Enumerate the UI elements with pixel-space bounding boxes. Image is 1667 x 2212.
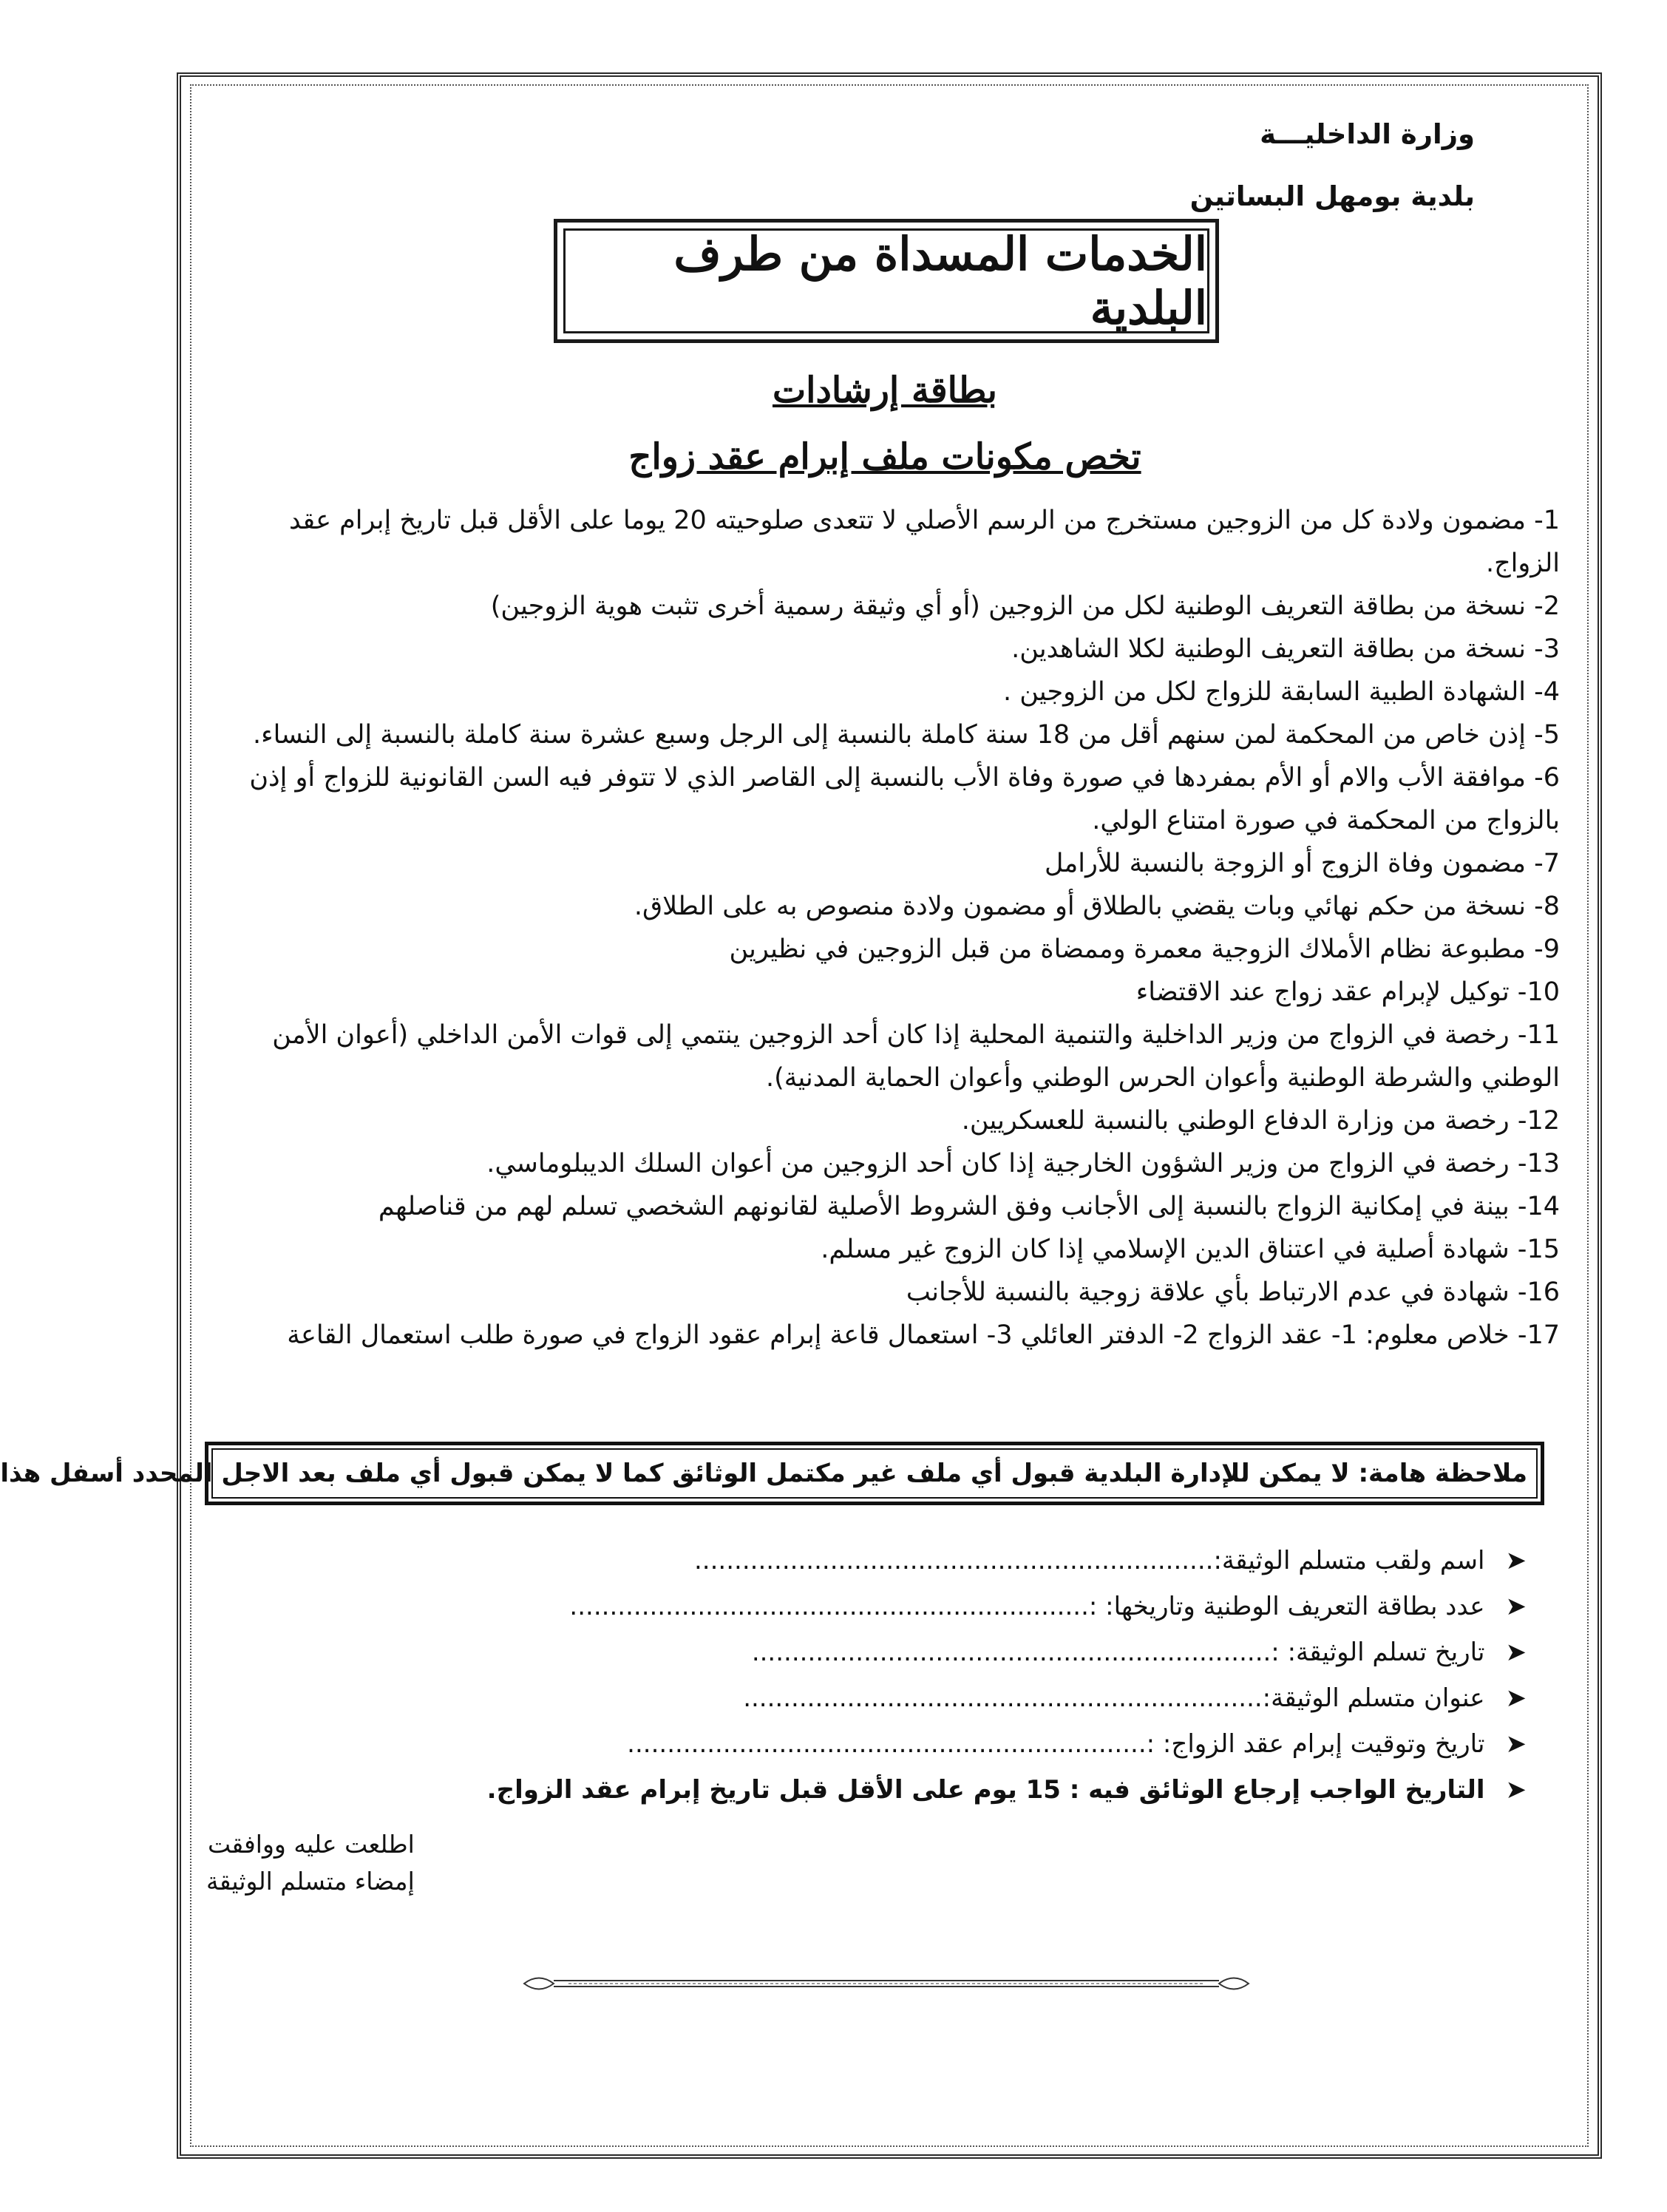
- card-subtitle: بطاقة إرشادات: [772, 370, 997, 411]
- signature-block: [206, 1826, 415, 1900]
- list-item: 9- مطبوعة نظام الأملاك الزوجية معمرة وممضاة من قبل الزوجين في نظيرين: [729, 934, 1560, 964]
- arrow-icon: ➤: [1505, 1546, 1527, 1575]
- list-item: 1- مضمون ولادة كل من الزوجين مستخرج من الرسم الأصلي لا تتعدى صلوحيته 20 يوما على الأقل قبل تاريخ إبرام عقد الزواج.: [289, 506, 1560, 578]
- title-frame: [563, 228, 1209, 333]
- arrow-icon: ➤: [1505, 1638, 1527, 1667]
- list-item: 2- نسخة من بطاقة التعريف الوطنية لكل من الزوجين (أو أي وثيقة رسمية أخرى تثبت هوية الزوجين): [490, 591, 1560, 621]
- list-item: 6- موافقة الأب والام أو الأم بمفردها في صورة وفاة الأب بالنسبة إلى القاصر الذي لا تتوفر فيه السن القانونية للزواج أو إذن بالزواج من المحكمة في صورة امتناع الولي.: [249, 763, 1560, 835]
- list-item: 17- خلاص معلوم: 1- عقد الزواج 2- الدفتر العائلي 3- استعمال قاعة إبرام عقود الزواج في صورة طلب استعمال القاعة: [287, 1320, 1560, 1350]
- signature-consent: اطلعت عليه ووافقت: [207, 1830, 415, 1859]
- list-item: 15- شهادة أصلية في اعتناق الدين الإسلامي إذا كان الزوج غير مسلم.: [821, 1235, 1560, 1264]
- form-field-address[interactable]: [270, 1675, 1527, 1721]
- file-subtitle: تخص مكونات ملف إبرام عقد زواج: [628, 436, 1141, 478]
- arrow-icon: ➤: [1505, 1775, 1527, 1805]
- field-label: تاريخ تسلم الوثيقة: :.................................................................: [751, 1638, 1485, 1667]
- form-field-name[interactable]: [270, 1538, 1527, 1584]
- title-box: [554, 219, 1219, 343]
- list-item: 10- توكيل لإبرام عقد زواج عند الاقتضاء: [1135, 977, 1560, 1007]
- signature-label: إمضاء متسلم الوثيقة: [206, 1867, 415, 1896]
- field-label: اسم ولقب متسلم الوثيقة:.................................................................: [693, 1546, 1485, 1575]
- list-item: 7- مضمون وفاة الزوج أو الزوجة بالنسبة للأرامل: [1045, 849, 1560, 878]
- list-item: 16- شهادة في عدم الارتباط بأي علاقة زوجية بالنسبة للأجانب: [906, 1278, 1560, 1307]
- arrow-icon: ➤: [1505, 1683, 1527, 1713]
- ministry-name: وزارة الداخليـــة: [1260, 118, 1475, 150]
- arrow-icon: ➤: [1505, 1729, 1527, 1759]
- important-note-box: [0, 1442, 1544, 1505]
- list-item: 13- رخصة في الزواج من وزير الشؤون الخارجية إذا كان أحد الزوجين من أعوان السلك الديبلوماسي.: [486, 1149, 1560, 1178]
- field-label: التاريخ الواجب إرجاع الوثائق فيه : 15 يوم على الأقل قبل تاريخ إبرام عقد الزواج.: [486, 1775, 1485, 1805]
- recipient-form: [270, 1538, 1527, 1813]
- page-title: الخدمات المسداة من طرف البلدية: [673, 227, 1207, 335]
- field-label: تاريخ وتوقيت إبرام عقد الزواج: :.................................................................: [627, 1729, 1485, 1759]
- form-field-id-card[interactable]: [270, 1584, 1527, 1629]
- list-item: 14- بينة في إمكانية الزواج بالنسبة إلى الأجانب وفق الشروط الأصلية لقانونهم الشخصي تسلم لهم من قناصلهم: [378, 1192, 1560, 1221]
- field-label: عدد بطاقة التعريف الوطنية وتاريخها: :.................................................................: [569, 1592, 1485, 1621]
- required-documents-list: [207, 499, 1560, 1357]
- list-item: 8- نسخة من حكم نهائي وبات يقضي بالطلاق أو مضمون ولادة منصوص به على الطلاق.: [634, 892, 1560, 921]
- municipality-name: بلدية بومهل البساتين: [1189, 180, 1475, 212]
- arrow-icon: ➤: [1505, 1592, 1527, 1621]
- form-field-marriage-date[interactable]: [270, 1721, 1527, 1767]
- important-note: ملاحظة هامة: لا يمكن للإدارة البلدية قبول أي ملف غير مكتمل الوثائق كما لا يمكن قبول أي ملف بعد الاجل المحدد أسفل هذا: [211, 1448, 1538, 1499]
- list-item: 4- الشهادة الطبية السابقة للزواج لكل من الزوجين .: [1003, 677, 1560, 707]
- list-item: 5- إذن خاص من المحكمة لمن سنهم أقل من 18 سنة كاملة بالنسبة إلى الرجل وسبع عشرة سنة كاملة بالنسبة إلى النساء.: [253, 720, 1560, 750]
- list-item: 12- رخصة من وزارة الدفاع الوطني بالنسبة للعسكريين.: [961, 1106, 1560, 1136]
- list-item: 3- نسخة من بطاقة التعريف الوطنية لكلا الشاهدين.: [1011, 634, 1560, 664]
- list-item: 11- رخصة في الزواج من وزير الداخلية والتنمية المحلية إذا كان أحد الزوجين ينتمي إلى قوات الأمن الداخلي (أعوان الأمن الوطني والشرطة الوطنية وأعوان الحرس الوطني وأعوان الحماية المدنية).: [272, 1020, 1560, 1093]
- field-label: عنوان متسلم الوثيقة:.................................................................: [743, 1683, 1485, 1713]
- form-field-receipt-date[interactable]: [270, 1629, 1527, 1675]
- form-field-return-deadline: [270, 1767, 1527, 1813]
- ornament-divider: [517, 1971, 1256, 1996]
